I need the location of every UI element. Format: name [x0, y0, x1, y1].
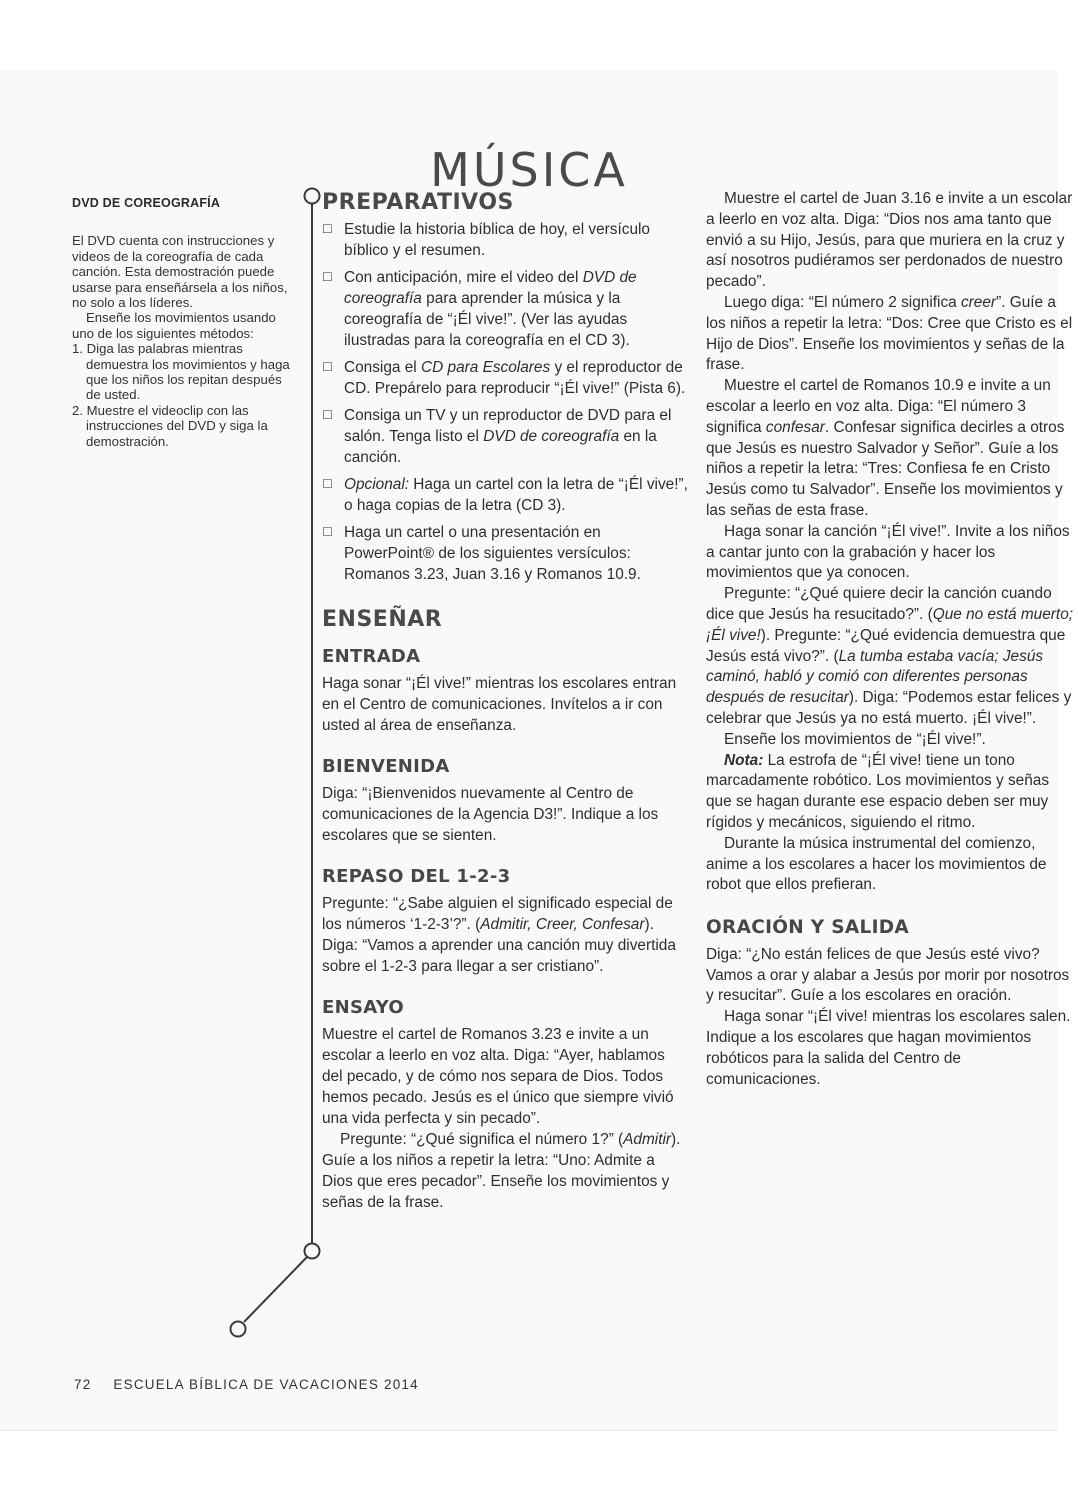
timeline-end-node: [231, 1322, 246, 1337]
italic-text: Que no está muerto; ¡Él vive!: [706, 605, 1074, 644]
checklist-item: [322, 219, 688, 261]
subheading-repaso: REPASO DEL 1-2-3: [322, 866, 511, 887]
checklist-item: [322, 522, 688, 585]
page-number: 72: [74, 1377, 92, 1392]
sidebar-method-item: 2. Muestre el videoclip con las instrucciones del DVD y siga la demostración.: [72, 402, 268, 449]
sidebar-paragraph: El DVD cuenta con instrucciones y videos de la coreografía de cada canción. Esta demostración puede usarse para enseñársela a los niños, no solo a los líderes.: [72, 233, 288, 311]
checkbox-icon: ☐: [322, 270, 333, 284]
scan-bottom-margin: [0, 1430, 1058, 1498]
timeline-top-node: [305, 189, 320, 204]
checklist-item-text: Haga un cartel o una presentación en PowerPoint® de los siguientes versículos: Romanos 3.23, Juan 3.16 y Romanos 10.9.: [344, 524, 641, 583]
checklist-item: [322, 405, 688, 468]
body-paragraph: Luego diga: “El número 2 significa creer”. Guíe a los niños a repetir la letra: “Dos: Cree que Cristo es el Hijo de Dios”. Enseñe los movimientos y señas de la frase.: [706, 293, 1073, 374]
italic-text: Admitir, Creer, Confesar: [480, 916, 645, 933]
scan-top-margin: [0, 0, 1058, 70]
sidebar-paragraph: Enseñe los movimientos usando uno de los siguientes métodos:: [72, 310, 276, 341]
italic-text: confesar: [765, 418, 825, 436]
body-paragraph: Diga: “¿No están felices de que Jesús esté vivo? Vamos a orar y alabar a Jesús por morir por nosotros y resucitar”. Guíe a los escolares en oración.: [706, 945, 1070, 1005]
timeline-bottom-node: [305, 1244, 320, 1259]
checkbox-icon: ☐: [322, 222, 333, 236]
right-column: [706, 189, 1074, 1090]
body-paragraph: Durante la música instrumental del comienzo, anime a los escolares a hacer los movimientos de robot que ellos prefieran.: [706, 834, 1047, 894]
body-paragraph: Muestre el cartel de Juan 3.16 e invite a un escolar a leerlo en voz alta. Diga: “Dios nos ama tanto que envió a su Hijo, Jesús, para que muriera en la cruz y así nosotros pudiéramos ser perdonados de nuestro pecado”.: [706, 190, 1073, 291]
subheading-oracion-y-salida: ORACIÓN Y SALIDA: [706, 917, 910, 939]
middle-column: [322, 192, 688, 1213]
page-footer: [74, 1377, 441, 1392]
subheading-ensayo: ENSAYO: [322, 997, 405, 1018]
checklist-item-text: Con anticipación, mire el video del DVD de coreografía para aprender la música y la coreografía de “¡Él vive!”. (Ver las ayudas ilustradas para la coreografía en el CD 3).: [344, 269, 637, 349]
body-paragraph: Haga sonar “¡Él vive! mientras los escolares salen. Indique a los escolares que hagan movimientos robóticos para la salida del Centro de comunicaciones.: [706, 1008, 1071, 1088]
checkbox-icon: ☐: [322, 477, 333, 491]
checklist-item: [322, 357, 688, 399]
body-paragraph: Pregunte: “¿Qué quiere decir la canción cuando dice que Jesús ha resucitado?”. (Que no está muerto; ¡Él vive!). Pregunte: “¿Qué evidencia demuestra que Jesús está vivo?”. (La tumba estaba vacía; Jesús caminó, habló y comió con diferentes personas después de resucitar). Diga: “Podemos estar felices y celebrar que Jesús ya no está muerto. ¡Él vive!”.: [706, 585, 1074, 727]
checkbox-icon: ☐: [322, 408, 333, 422]
subheading-entrada: ENTRADA: [322, 646, 421, 667]
italic-text: DVD de coreografía: [344, 269, 637, 307]
checklist-item-text: Consiga un TV y un reproductor de DVD para el salón. Tenga listo el DVD de coreografía en la canción.: [344, 407, 672, 466]
italic-text: DVD de coreografía: [483, 428, 620, 445]
checklist-item-text: Opcional: Haga un cartel con la letra de “¡Él vive!”, o haga copias de la letra (CD 3).: [344, 476, 688, 514]
section-heading-preparativos: PREPARATIVOS: [322, 190, 514, 215]
section-heading-ensenar: ENSEÑAR: [322, 607, 443, 632]
checkbox-icon: ☐: [322, 360, 333, 374]
body-paragraph: Muestre el cartel de Romanos 10.9 e invite a un escolar a leerlo en voz alta. Diga: “El número 3 significa confesar. Confesar significa decirles a otros que Jesús es nuestro Salvador y Señor”. Guíe a los niños a repetir la letra: “Tres: Confiesa fe en Cristo Jesús como tu Salvador”. Enseñe los movimientos y las señas de esta frase.: [706, 377, 1065, 519]
checklist-item: [322, 267, 688, 351]
checklist-item-text: Estudie la historia bíblica de hoy, el versículo bíblico y el resumen.: [344, 221, 650, 259]
right-column-paragraphs: [706, 189, 1078, 896]
entrada-paragraph: Haga sonar “¡Él vive!” mientras los escolares entran en el Centro de comunicaciones. Invítelos a ir con usted al área de enseñanza.: [322, 675, 677, 734]
subheading-bienvenida: BIENVENIDA: [322, 756, 450, 777]
ensayo-paragraph: Pregunte: “¿Qué significa el número 1?” (Admitir). Guíe a los niños a repetir la letra: “Uno: Admite a Dios que eres pecador”. Enseñe los movimientos y señas de la frase.: [322, 1131, 681, 1211]
repaso-paragraph: Pregunte: “¿Sabe alguien el significado especial de los números ‘1-2-3’?”. (Admitir, Creer, Confesar). Diga: “Vamos a aprender una canción muy divertida sobre el 1-2-3 para llegar a ser cristiano”.: [322, 895, 676, 975]
timeline-diagonal-line: [244, 1257, 307, 1322]
page-title: MÚSICA: [430, 142, 628, 197]
ensayo-paragraph: Muestre el cartel de Romanos 3.23 e invite a un escolar a leerlo en voz alta. Diga: “Ayer, hablamos del pecado, y de cómo nos separa de Dios. Todos hemos pecado. Jesús es el único que siempre vivió una vida perfecta y sin pecado”.: [322, 1026, 674, 1127]
italic-text: La tumba estaba vacía; Jesús caminó, habló y comió con diferentes personas después de resucitar: [706, 647, 1044, 707]
sidebar-heading: DVD DE COREOGRAFÍA: [72, 196, 221, 210]
checkbox-icon: ☐: [322, 525, 333, 539]
timeline-line: [228, 184, 328, 1344]
body-paragraph: Enseñe los movimientos de “¡Él vive!”.: [724, 730, 986, 748]
italic-text: creer: [960, 293, 997, 311]
body-paragraph: Nota: La estrofa de “¡Él vive! tiene un tono marcadamente robótico. Los movimientos y señas que se hagan durante ese espacio deben ser muy rígidos y mecánicos, siguiendo el ritmo.: [706, 751, 1050, 831]
sidebar-method-item: 1. Diga las palabras mientras demuestra los movimientos y haga que los niños los repitan después de usted.: [72, 341, 290, 403]
checklist-item-text: Consiga el CD para Escolares y el reproductor de CD. Prepárelo para reproducir “¡Él vive!” (Pista 6).: [344, 359, 686, 397]
bold-italic-text: Nota:: [724, 751, 764, 769]
bienvenida-paragraph: Diga: “¡Bienvenidos nuevamente al Centro de comunicaciones de la Agencia D3!”. Indique a los escolares que se sienten.: [322, 785, 659, 844]
footer-publication-title: ESCUELA BÍBLICA DE VACACIONES 2014: [113, 1377, 419, 1392]
italic-text: CD para Escolares: [421, 359, 551, 376]
oracion-paragraphs: [706, 945, 1078, 1091]
body-paragraph: Haga sonar la canción “¡Él vive!”. Invite a los niños a cantar junto con la grabación y hacer los movimientos que ya conocen.: [706, 522, 1070, 582]
italic-text: Opcional:: [344, 476, 410, 493]
preparativos-checklist: [322, 219, 688, 585]
checklist-item: [322, 474, 688, 516]
italic-text: Admitir: [623, 1131, 672, 1148]
